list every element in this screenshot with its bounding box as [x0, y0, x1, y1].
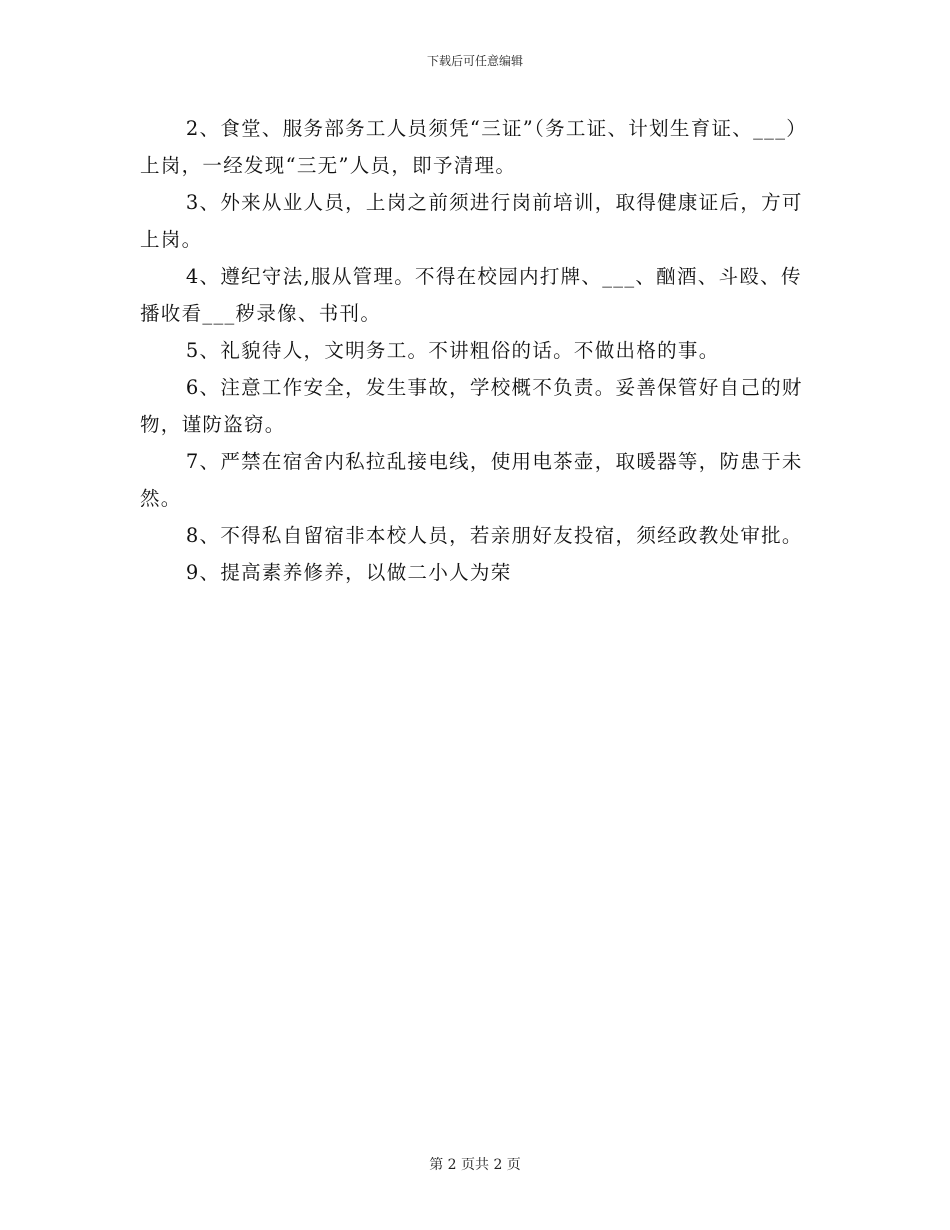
paragraph-item-5: 5、礼貌待人，文明务工。不讲粗俗的话。不做出格的事。	[185, 339, 720, 362]
paragraph-item-7: 7、严禁在宿舍内私拉乱接电线，使用电茶壶，取暖器等，防患于未然。	[140, 450, 803, 510]
paragraph-item-9: 9、提高素养修养，以做二小人为荣	[185, 561, 512, 584]
paragraph-item-8: 8、不得私自留宿非本校人员，若亲朋好友投宿，须经政教处审批。	[185, 524, 803, 547]
page-header: 下载后可任意编辑	[426, 54, 523, 68]
paragraph-item-4: 4、遵纪守法,服从管理。不得在校园内打牌、___、酗酒、斗殴、传播收看___秽录像、书刊。	[140, 265, 802, 325]
paragraph-item-2: 2、食堂、服务部务工人员须凭“三证”（务工证、计划生育证、___）上岗，一经发现“三无”人员，即予清理。	[140, 117, 808, 177]
paragraph-item-3: 3、外来从业人员，上岗之前须进行岗前培训，取得健康证后，方可上岗。	[140, 191, 803, 251]
paragraph-item-6: 6、注意工作安全，发生事故，学校概不负责。妥善保管好自己的财物，谨防盗窃。	[140, 376, 803, 436]
document-body	[140, 110, 812, 591]
page-footer: 第 2 页共 2 页	[429, 1157, 521, 1173]
